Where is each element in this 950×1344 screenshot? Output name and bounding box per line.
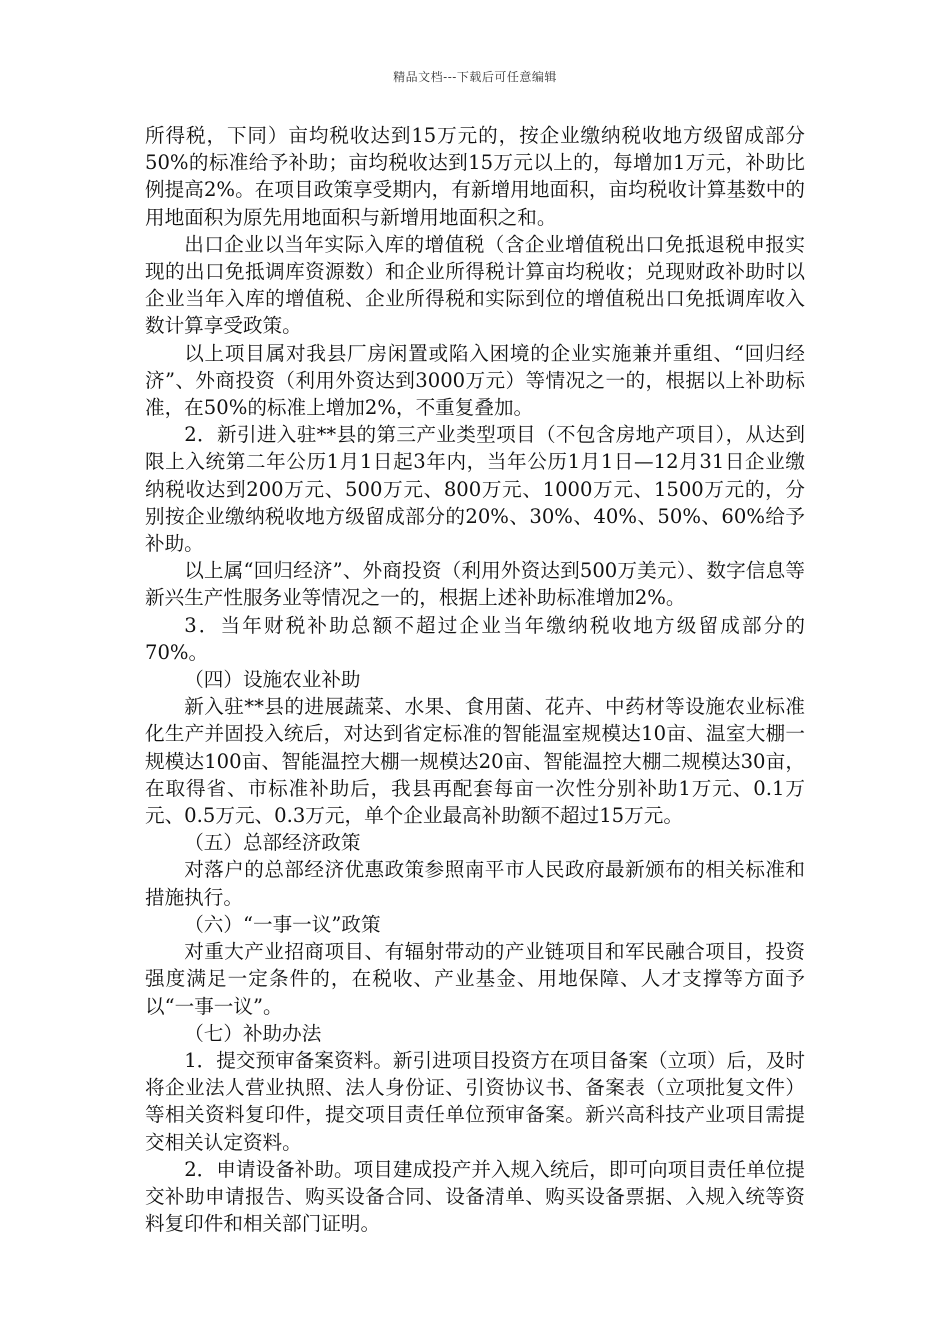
paragraph-export-enterprise: 出口企业以当年实际入库的增值税（含企业增值税出口免抵退税申报实现的出口免抵调库资源数）和企业所得税计算亩均税收；兑现财政补助时以企业当年入库的增值税、企业所得税和实际到位的增值税出口免抵调库收入数计算享受政策。: [145, 232, 805, 338]
paragraph-agriculture: 新入驻**县的进展蔬菜、水果、食用菌、花卉、中药材等设施农业标准化生产并固投入统后，对达到省定标准的智能温室规模达10亩、温室大棚一规模达100亩、智能温控大棚一规模达20亩、智能温控大棚二规模达30亩，在取得省、市标准补助后，我县再配套每亩一次性分别补助1万元、0.1万元、0.5万元、0.3万元，单个企业最高补助额不超过15万元。: [145, 695, 805, 828]
paragraph-equipment-subsidy: 2．申请设备补助。项目建成投产并入规入统后，即可向项目责任单位提交补助申请报告、购买设备合同、设备清单、购买设备票据、入规入统等资料复印件和相关部门证明。: [145, 1157, 805, 1236]
paragraph-merger-bonus: 以上项目属对我县厂房闲置或陷入困境的企业实施兼并重组、“回归经济”、外商投资（利用外资达到3000万元）等情况之一的，根据以上补助标准，在50%的标准上增加2%，不重复叠加。: [145, 341, 805, 420]
paragraph-continuation: 所得税，下同）亩均税收达到15万元的，按企业缴纳税收地方级留成部分50%的标准给予补助；亩均税收达到15万元以上的，每增加1万元，补助比例提高2%。在项目政策享受期内，有新增用地面积，亩均税收计算基数中的用地面积为原先用地面积与新增用地面积之和。: [145, 124, 805, 229]
paragraph-subsidy-cap: 3．当年财税补助总额不超过企业当年缴纳税收地方级留成部分的70%。: [145, 613, 805, 664]
section-heading-headquarters: （五）总部经济政策: [184, 831, 361, 855]
section-heading-agriculture: （四）设施农业补助: [184, 668, 361, 692]
document-body: [145, 122, 805, 1237]
paragraph-pre-review: 1．提交预审备案资料。新引进项目投资方在项目备案（立项）后，及时将企业法人营业执照、法人身份证、引资协议书、备案表（立项批复文件）等相关资料复印件，提交项目责任单位预审备案。新兴高科技产业项目需提交相关认定资料。: [145, 1048, 805, 1154]
paragraph-tertiary-bonus: 以上属“回归经济”、外商投资（利用外资达到500万美元）、数字信息等新兴生产性服务业等情况之一的，根据上述补助标准增加2%。: [145, 559, 805, 610]
page-header: 精品文档---下载后可任意编辑: [393, 70, 557, 84]
paragraph-headquarters: 对落户的总部经济优惠政策参照南平市人民政府最新颁布的相关标准和措施执行。: [145, 858, 805, 909]
section-heading-subsidy-method: （七）补助办法: [184, 1021, 322, 1045]
paragraph-tertiary-industry: 2．新引进入驻**县的第三产业类型项目（不包含房地产项目），从达到限上入统第二年公历1月1日起3年内，当年公历1月1日—12月31日企业缴纳税收达到200万元、500万元、800万元、1000万元、1500万元的，分别按企业缴纳税收地方级留成部分的20%、30%、40%、50%、60%给予补助。: [145, 423, 805, 556]
section-heading-case-by-case: （六）“一事一议”政策: [184, 912, 381, 936]
paragraph-case-by-case: 对重大产业招商项目、有辐射带动的产业链项目和军民融合项目，投资强度满足一定条件的，在税收、产业基金、用地保障、人才支撑等方面予以“一事一议”。: [145, 940, 805, 1018]
